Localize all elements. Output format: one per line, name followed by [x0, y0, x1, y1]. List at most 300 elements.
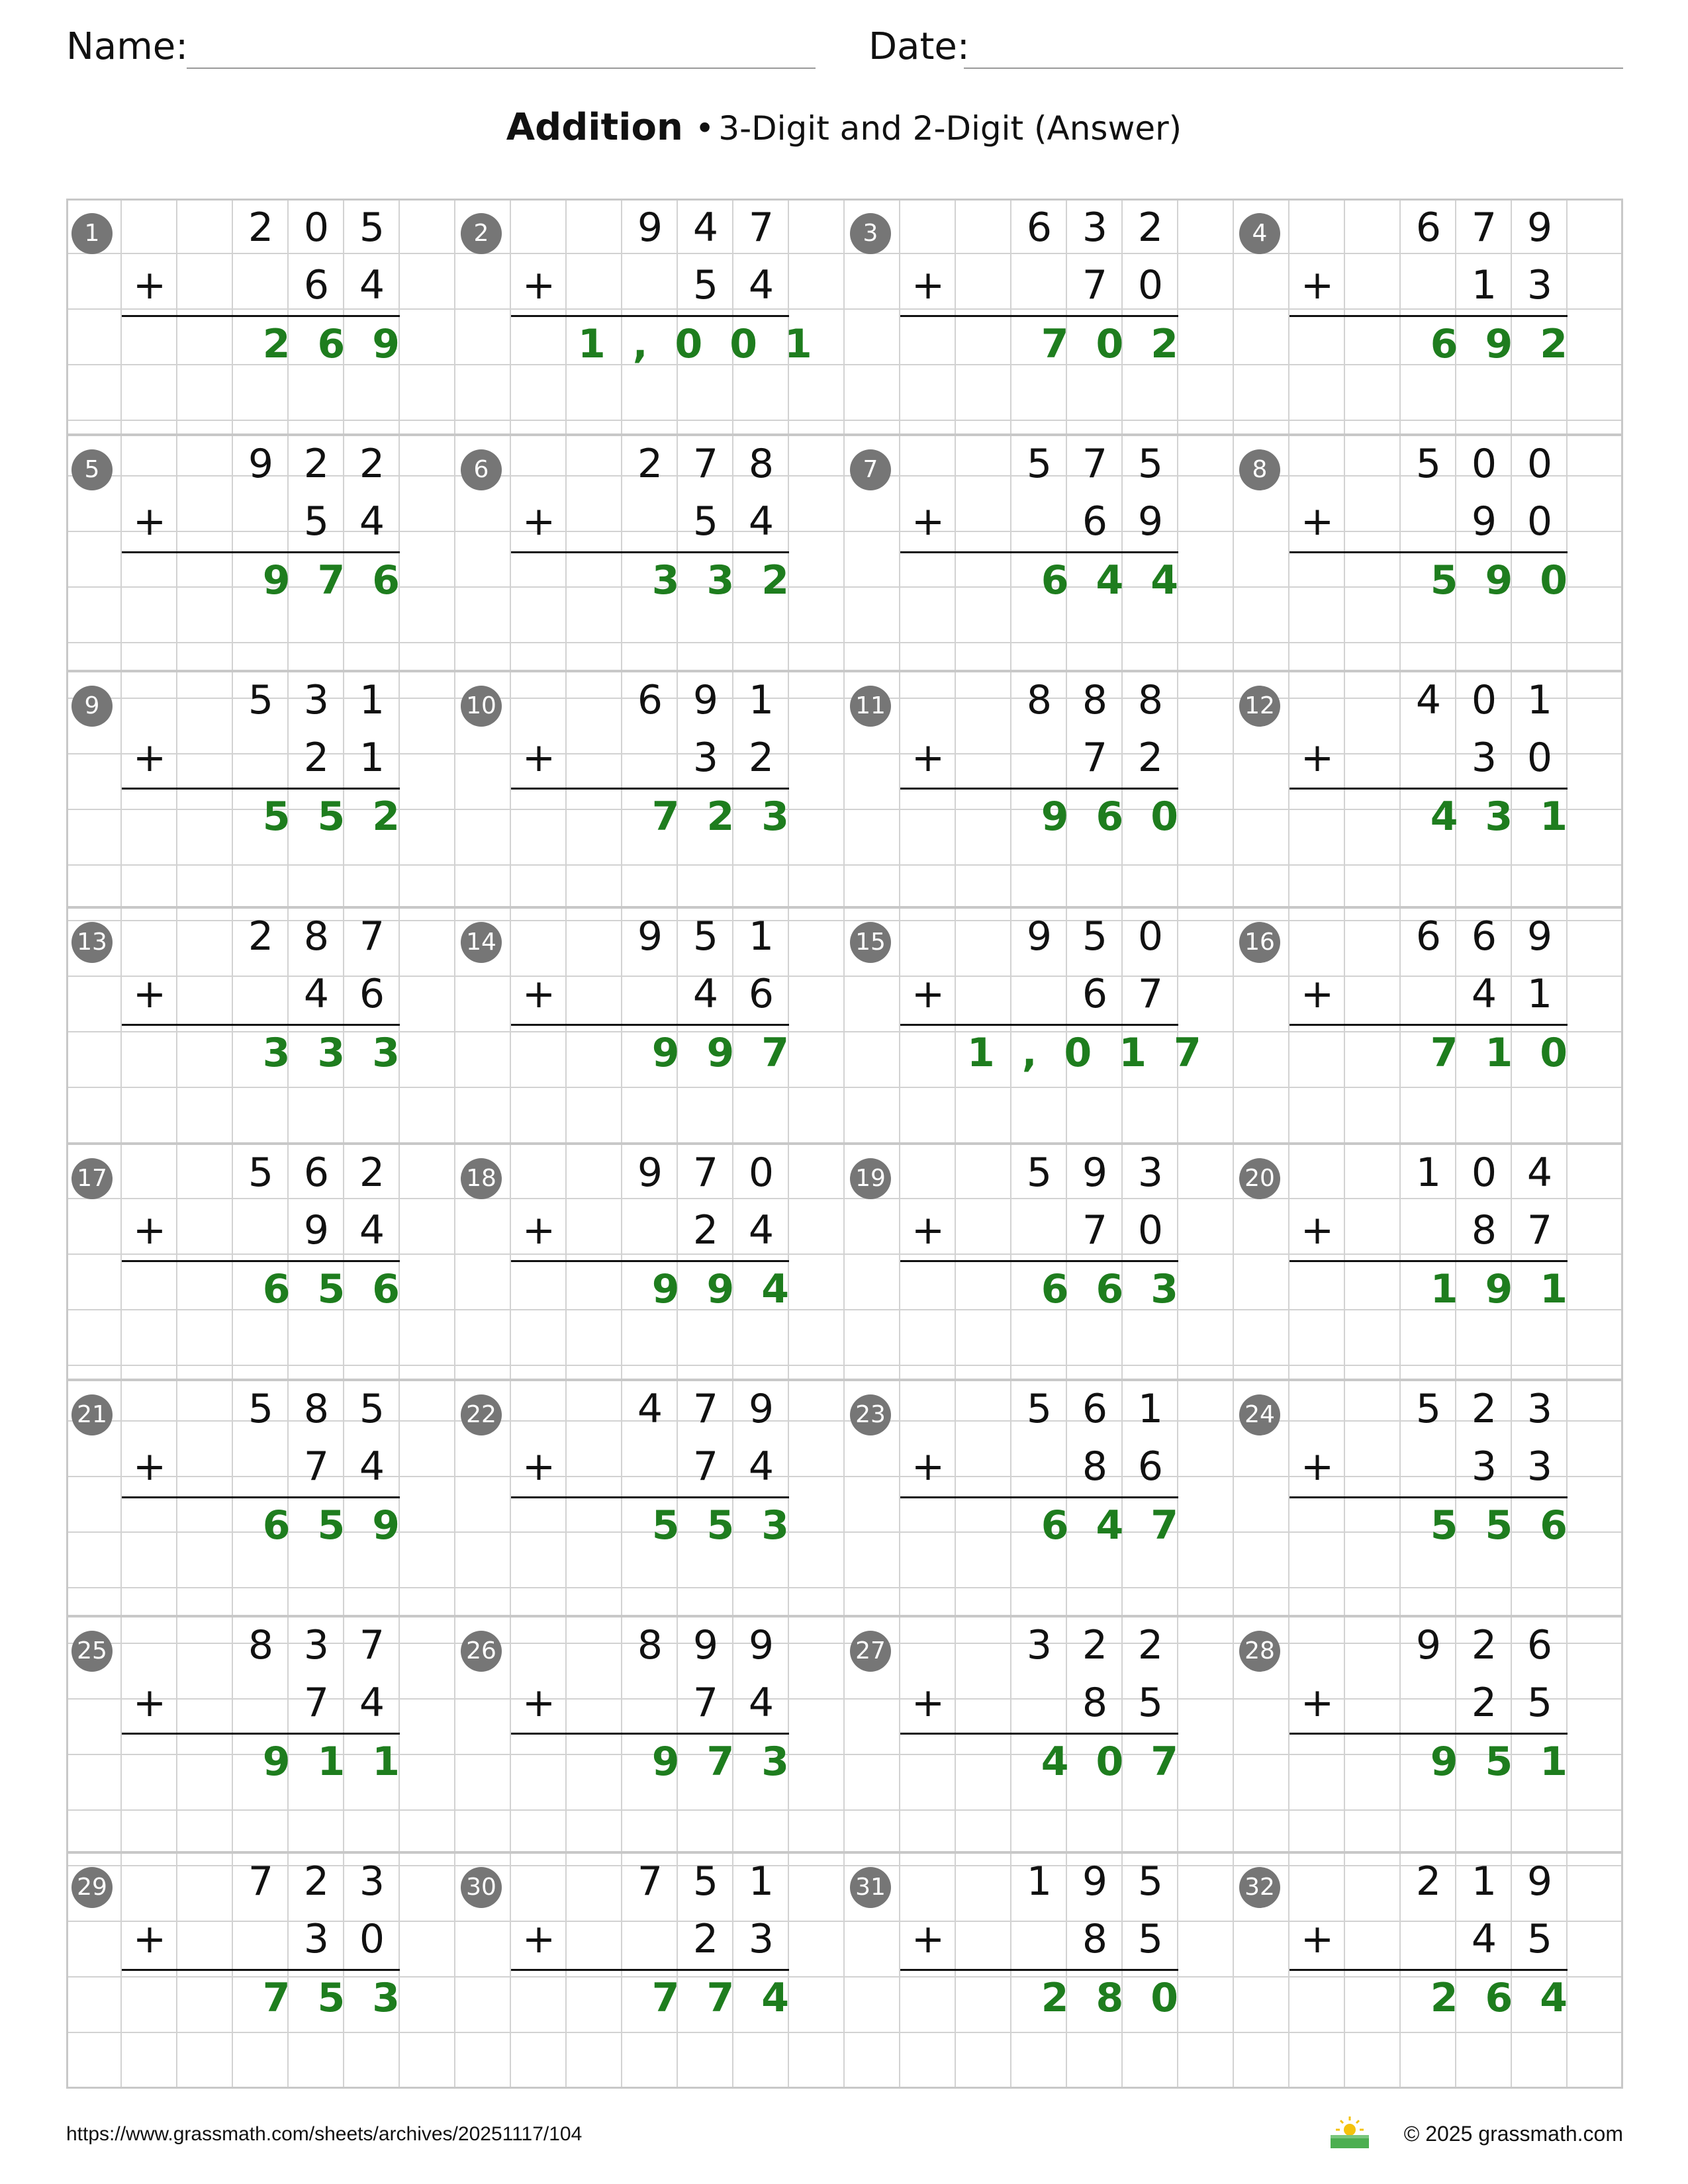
answer: 973 [651, 1739, 816, 1785]
problem-number-badge: 15 [850, 922, 891, 963]
addition-problem [845, 1852, 1234, 2089]
plus-sign: + [132, 1443, 167, 1490]
addend-bottom-digit: 5 [692, 498, 719, 545]
answer: 552 [262, 794, 427, 840]
addend-top-digit: 4 [1415, 677, 1442, 723]
answer: 590 [1430, 557, 1595, 604]
addend-bottom-digit: 4 [748, 1207, 774, 1253]
problem-number-badge: 29 [71, 1867, 113, 1908]
block-separator [66, 906, 1623, 909]
problem-number-badge: 23 [850, 1394, 891, 1435]
addend-bottom-digit: 4 [359, 1207, 385, 1253]
addend-top-digit: 5 [1026, 1150, 1053, 1196]
plus-sign: + [911, 735, 945, 781]
answer: 951 [1430, 1739, 1595, 1785]
addend-top-digit: 8 [1026, 677, 1053, 723]
addend-top-digit: 6 [303, 1150, 330, 1196]
answer: 407 [1041, 1739, 1205, 1785]
plus-sign: + [1300, 262, 1335, 308]
addend-top-digit: 6 [1415, 205, 1442, 251]
plus-sign: + [522, 1443, 556, 1490]
plus-sign: + [132, 1916, 167, 1962]
addend-top-digit: 5 [692, 1858, 719, 1905]
addition-problem [1234, 1616, 1623, 1852]
problem-number-badge: 10 [461, 686, 502, 727]
title-separator: • [694, 109, 715, 148]
addend-bottom-digit: 0 [1526, 735, 1553, 781]
addition-problem [1234, 1380, 1623, 1616]
answer: 774 [651, 1975, 816, 2021]
addend-top-digit: 6 [1526, 1622, 1553, 1668]
block-separator [66, 670, 1623, 672]
addend-top-digit: 7 [637, 1858, 663, 1905]
addend-top-digit: 3 [1026, 1622, 1053, 1668]
addend-bottom-digit: 1 [1471, 262, 1497, 308]
problem-number-badge: 2 [461, 213, 502, 254]
addend-top-digit: 7 [692, 441, 719, 487]
date-label: Date: [868, 25, 970, 68]
addend-top-digit: 1 [748, 913, 774, 960]
addend-bottom-digit: 7 [692, 1680, 719, 1726]
addend-bottom-digit: 2 [1471, 1680, 1497, 1726]
addition-problem [66, 1380, 455, 1616]
addend-bottom-digit: 4 [359, 262, 385, 308]
title-subtitle: 3-Digit and 2-Digit (Answer) [718, 109, 1182, 148]
addend-top-digit: 7 [248, 1858, 274, 1905]
plus-sign: + [132, 971, 167, 1017]
addend-top-digit: 1 [748, 1858, 774, 1905]
addend-bottom-digit: 8 [1082, 1443, 1108, 1490]
addend-top-digit: 4 [637, 1386, 663, 1432]
addend-bottom-digit: 4 [748, 1680, 774, 1726]
addend-top-digit: 9 [748, 1622, 774, 1668]
addend-top-digit: 6 [1026, 205, 1053, 251]
addend-top-digit: 5 [1415, 1386, 1442, 1432]
addend-top-digit: 9 [1026, 913, 1053, 960]
addend-top-digit: 9 [1526, 1858, 1553, 1905]
answer: 911 [262, 1739, 427, 1785]
addend-bottom-digit: 5 [303, 498, 330, 545]
addend-bottom-digit: 5 [1526, 1680, 1553, 1726]
plus-sign: + [132, 498, 167, 545]
addend-top-digit: 8 [1137, 677, 1164, 723]
addend-top-digit: 6 [1082, 1386, 1108, 1432]
addend-bottom-digit: 4 [359, 498, 385, 545]
addition-problem [455, 435, 845, 671]
addend-bottom-digit: 3 [748, 1916, 774, 1962]
addend-top-digit: 2 [1137, 1622, 1164, 1668]
addition-problem [66, 1852, 455, 2089]
block-separator [66, 433, 1623, 436]
addend-top-digit: 1 [1026, 1858, 1053, 1905]
addition-problem [66, 1144, 455, 1380]
problem-number-badge: 26 [461, 1631, 502, 1672]
answer: 659 [262, 1502, 427, 1549]
addend-top-digit: 5 [359, 205, 385, 251]
addend-bottom-digit: 7 [303, 1443, 330, 1490]
answer: 269 [262, 321, 427, 367]
addend-top-digit: 8 [1082, 677, 1108, 723]
addition-problem [845, 435, 1234, 671]
plus-sign: + [522, 498, 556, 545]
addend-top-digit: 5 [1415, 441, 1442, 487]
addend-bottom-digit: 6 [1082, 971, 1108, 1017]
plus-sign: + [522, 1680, 556, 1726]
addend-bottom-digit: 6 [748, 971, 774, 1017]
addend-top-digit: 2 [1415, 1858, 1442, 1905]
addend-top-digit: 2 [1137, 205, 1164, 251]
addend-top-digit: 4 [1526, 1150, 1553, 1196]
addend-top-digit: 5 [1026, 441, 1053, 487]
plus-sign: + [911, 498, 945, 545]
plus-sign: + [522, 971, 556, 1017]
addend-bottom-digit: 7 [1526, 1207, 1553, 1253]
addend-bottom-digit: 3 [1471, 735, 1497, 781]
footer-copyright: © 2025 grassmath.com [1403, 2122, 1623, 2146]
addend-top-digit: 3 [359, 1858, 385, 1905]
plus-sign: + [1300, 1207, 1335, 1253]
addend-top-digit: 7 [692, 1150, 719, 1196]
answer: 1,017 [967, 1030, 1229, 1076]
name-line[interactable] [187, 68, 816, 69]
problem-number-badge: 9 [71, 686, 113, 727]
addition-problem [455, 1380, 845, 1616]
addend-top-digit: 8 [303, 913, 330, 960]
addend-top-digit: 0 [1471, 677, 1497, 723]
addend-bottom-digit: 4 [359, 1443, 385, 1490]
problem-number-badge: 11 [850, 686, 891, 727]
addend-top-digit: 9 [1526, 205, 1553, 251]
addend-bottom-digit: 5 [692, 262, 719, 308]
addend-bottom-digit: 3 [692, 735, 719, 781]
plus-sign: + [1300, 1680, 1335, 1726]
answer: 333 [262, 1030, 427, 1076]
addend-top-digit: 2 [303, 1858, 330, 1905]
answer: 692 [1430, 321, 1595, 367]
addend-top-digit: 9 [1082, 1858, 1108, 1905]
addend-top-digit: 2 [248, 205, 274, 251]
addend-bottom-digit: 8 [1082, 1680, 1108, 1726]
problem-number-badge: 27 [850, 1631, 891, 1672]
addend-top-digit: 2 [359, 441, 385, 487]
addend-top-digit: 9 [692, 1622, 719, 1668]
addend-bottom-digit: 2 [748, 735, 774, 781]
addend-top-digit: 5 [248, 677, 274, 723]
problem-number-badge: 13 [71, 922, 113, 963]
addend-top-digit: 6 [637, 677, 663, 723]
addition-problem [455, 671, 845, 907]
addend-top-digit: 8 [637, 1622, 663, 1668]
addition-problem [1234, 907, 1623, 1144]
answer: 1,001 [578, 321, 839, 367]
addend-top-digit: 0 [303, 205, 330, 251]
answer: 663 [1041, 1266, 1205, 1312]
answer: 960 [1041, 794, 1205, 840]
addend-top-digit: 2 [248, 913, 274, 960]
addend-bottom-digit: 4 [303, 971, 330, 1017]
problem-number-badge: 19 [850, 1158, 891, 1199]
addend-bottom-digit: 4 [692, 971, 719, 1017]
addition-problem [1234, 1852, 1623, 2089]
addend-top-digit: 2 [1082, 1622, 1108, 1668]
addend-bottom-digit: 3 [303, 1916, 330, 1962]
addend-top-digit: 3 [1137, 1150, 1164, 1196]
addend-top-digit: 9 [248, 441, 274, 487]
addend-top-digit: 1 [1137, 1386, 1164, 1432]
addend-top-digit: 2 [637, 441, 663, 487]
plus-sign: + [522, 262, 556, 308]
sun-over-grass-icon [1328, 2114, 1372, 2150]
addition-problem [66, 907, 455, 1144]
addend-bottom-digit: 2 [303, 735, 330, 781]
addition-problem [1234, 671, 1623, 907]
addend-top-digit: 2 [1471, 1386, 1497, 1432]
answer: 994 [651, 1266, 816, 1312]
addition-problem [66, 199, 455, 435]
problem-number-badge: 24 [1239, 1394, 1280, 1435]
addend-top-digit: 9 [637, 913, 663, 960]
answer: 191 [1430, 1266, 1595, 1312]
plus-sign: + [1300, 1443, 1335, 1490]
problem-number-badge: 14 [461, 922, 502, 963]
addend-top-digit: 8 [748, 441, 774, 487]
addend-bottom-digit: 9 [1137, 498, 1164, 545]
addend-top-digit: 1 [1471, 1858, 1497, 1905]
problem-number-badge: 6 [461, 449, 502, 490]
addend-bottom-digit: 6 [303, 262, 330, 308]
addend-bottom-digit: 0 [1137, 1207, 1164, 1253]
addend-top-digit: 0 [748, 1150, 774, 1196]
addend-bottom-digit: 3 [1526, 262, 1553, 308]
addition-problem [66, 671, 455, 907]
plus-sign: + [132, 1207, 167, 1253]
addend-bottom-digit: 7 [1082, 262, 1108, 308]
problem-number-badge: 12 [1239, 686, 1280, 727]
plus-sign: + [1300, 971, 1335, 1017]
addend-bottom-digit: 2 [692, 1207, 719, 1253]
addend-top-digit: 7 [359, 1622, 385, 1668]
addend-bottom-digit: 4 [1471, 971, 1497, 1017]
addition-problem [455, 1616, 845, 1852]
addend-bottom-digit: 4 [748, 498, 774, 545]
addend-bottom-digit: 3 [1526, 1443, 1553, 1490]
problem-number-badge: 3 [850, 213, 891, 254]
addend-top-digit: 1 [748, 677, 774, 723]
addend-top-digit: 1 [1415, 1150, 1442, 1196]
answer: 723 [651, 794, 816, 840]
addend-top-digit: 5 [248, 1150, 274, 1196]
answer: 997 [651, 1030, 816, 1076]
answer: 710 [1430, 1030, 1595, 1076]
date-line[interactable] [964, 68, 1623, 69]
addend-top-digit: 4 [692, 205, 719, 251]
addend-bottom-digit: 7 [1137, 971, 1164, 1017]
plus-sign: + [911, 1916, 945, 1962]
addend-bottom-digit: 8 [1082, 1916, 1108, 1962]
addend-top-digit: 5 [692, 913, 719, 960]
addend-top-digit: 7 [1082, 441, 1108, 487]
addend-top-digit: 0 [1471, 1150, 1497, 1196]
plus-sign: + [132, 735, 167, 781]
addend-top-digit: 3 [1082, 205, 1108, 251]
addend-top-digit: 9 [1082, 1150, 1108, 1196]
addend-bottom-digit: 7 [692, 1443, 719, 1490]
worksheet-grid [66, 199, 1623, 2089]
addend-bottom-digit: 7 [1082, 735, 1108, 781]
plus-sign: + [1300, 735, 1335, 781]
answer: 431 [1430, 794, 1595, 840]
problem-number-badge: 18 [461, 1158, 502, 1199]
plus-sign: + [1300, 498, 1335, 545]
addition-problem [455, 199, 845, 435]
addend-bottom-digit: 7 [303, 1680, 330, 1726]
answer: 647 [1041, 1502, 1205, 1549]
addition-problem [1234, 1144, 1623, 1380]
answer: 553 [651, 1502, 816, 1549]
footer-url[interactable]: https://www.grassmath.com/sheets/archives/20251117/104 [66, 2123, 583, 2145]
problem-number-badge: 21 [71, 1394, 113, 1435]
addition-problem [455, 1144, 845, 1380]
addend-top-digit: 5 [1137, 441, 1164, 487]
addend-bottom-digit: 4 [359, 1680, 385, 1726]
addend-top-digit: 9 [692, 677, 719, 723]
addend-top-digit: 7 [359, 913, 385, 960]
addend-bottom-digit: 9 [1471, 498, 1497, 545]
block-separator [66, 1379, 1623, 1381]
answer: 556 [1430, 1502, 1595, 1549]
addend-bottom-digit: 9 [303, 1207, 330, 1253]
addend-bottom-digit: 2 [1137, 735, 1164, 781]
addend-top-digit: 7 [692, 1386, 719, 1432]
addend-top-digit: 2 [303, 441, 330, 487]
addition-problem [845, 1616, 1234, 1852]
addend-top-digit: 0 [1526, 441, 1553, 487]
addend-top-digit: 2 [1471, 1622, 1497, 1668]
problem-number-badge: 5 [71, 449, 113, 490]
problem-number-badge: 20 [1239, 1158, 1280, 1199]
addend-top-digit: 6 [1471, 913, 1497, 960]
problem-number-badge: 28 [1239, 1631, 1280, 1672]
problem-number-badge: 4 [1239, 213, 1280, 254]
addend-top-digit: 1 [359, 677, 385, 723]
addend-top-digit: 2 [359, 1150, 385, 1196]
addend-top-digit: 5 [248, 1386, 274, 1432]
addend-top-digit: 9 [637, 1150, 663, 1196]
addend-bottom-digit: 4 [1471, 1916, 1497, 1962]
addition-problem [845, 199, 1234, 435]
addend-bottom-digit: 5 [1526, 1916, 1553, 1962]
addend-bottom-digit: 1 [359, 735, 385, 781]
addend-top-digit: 3 [303, 1622, 330, 1668]
addend-bottom-digit: 2 [692, 1916, 719, 1962]
addend-bottom-digit: 4 [748, 1443, 774, 1490]
addend-bottom-digit: 6 [1137, 1443, 1164, 1490]
addition-problem [845, 671, 1234, 907]
problem-number-badge: 25 [71, 1631, 113, 1672]
problem-number-badge: 1 [71, 213, 113, 254]
addend-top-digit: 5 [1137, 1858, 1164, 1905]
addend-top-digit: 9 [1415, 1622, 1442, 1668]
problem-number-badge: 8 [1239, 449, 1280, 490]
addend-bottom-digit: 8 [1471, 1207, 1497, 1253]
block-separator [66, 1142, 1623, 1145]
answer: 753 [262, 1975, 427, 2021]
answer: 264 [1430, 1975, 1595, 2021]
problem-number-badge: 30 [461, 1867, 502, 1908]
plus-sign: + [911, 262, 945, 308]
problem-number-badge: 16 [1239, 922, 1280, 963]
plus-sign: + [522, 1207, 556, 1253]
addend-bottom-digit: 6 [359, 971, 385, 1017]
plus-sign: + [911, 1443, 945, 1490]
addend-top-digit: 5 [1026, 1386, 1053, 1432]
plus-sign: + [522, 1916, 556, 1962]
addend-top-digit: 9 [748, 1386, 774, 1432]
addition-problem [1234, 199, 1623, 435]
answer: 976 [262, 557, 427, 604]
worksheet-title [0, 106, 1688, 149]
addend-bottom-digit: 0 [359, 1916, 385, 1962]
plus-sign: + [1300, 1916, 1335, 1962]
plus-sign: + [911, 1207, 945, 1253]
addend-top-digit: 8 [303, 1386, 330, 1432]
addition-problem [455, 1852, 845, 2089]
addend-top-digit: 7 [748, 205, 774, 251]
addend-top-digit: 3 [1526, 1386, 1553, 1432]
answer: 702 [1041, 321, 1205, 367]
addend-top-digit: 1 [1526, 677, 1553, 723]
addend-top-digit: 5 [359, 1386, 385, 1432]
addend-top-digit: 0 [1137, 913, 1164, 960]
addend-bottom-digit: 0 [1137, 262, 1164, 308]
addend-top-digit: 0 [1471, 441, 1497, 487]
addition-problem [845, 1380, 1234, 1616]
problem-number-badge: 17 [71, 1158, 113, 1199]
block-separator [66, 1851, 1623, 1854]
addend-bottom-digit: 0 [1526, 498, 1553, 545]
plus-sign: + [911, 971, 945, 1017]
problem-number-badge: 31 [850, 1867, 891, 1908]
addend-top-digit: 8 [248, 1622, 274, 1668]
addend-bottom-digit: 5 [1137, 1916, 1164, 1962]
addition-problem [845, 1144, 1234, 1380]
addend-top-digit: 9 [637, 205, 663, 251]
addend-top-digit: 7 [1471, 205, 1497, 251]
addend-bottom-digit: 4 [748, 262, 774, 308]
answer: 280 [1041, 1975, 1205, 2021]
addend-bottom-digit: 7 [1082, 1207, 1108, 1253]
addition-problem [1234, 435, 1623, 671]
addition-problem [845, 907, 1234, 1144]
addend-top-digit: 6 [1415, 913, 1442, 960]
addend-top-digit: 9 [1526, 913, 1553, 960]
name-label: Name: [66, 25, 189, 68]
addend-bottom-digit: 6 [1082, 498, 1108, 545]
plus-sign: + [132, 1680, 167, 1726]
title-main: Addition [506, 106, 683, 149]
addend-bottom-digit: 5 [1137, 1680, 1164, 1726]
addend-top-digit: 3 [303, 677, 330, 723]
addition-problem [66, 1616, 455, 1852]
problem-number-badge: 32 [1239, 1867, 1280, 1908]
addend-top-digit: 5 [1082, 913, 1108, 960]
addend-bottom-digit: 3 [1471, 1443, 1497, 1490]
addition-problem [66, 435, 455, 671]
answer: 332 [651, 557, 816, 604]
block-separator [66, 1615, 1623, 1617]
answer: 656 [262, 1266, 427, 1312]
problem-number-badge: 22 [461, 1394, 502, 1435]
